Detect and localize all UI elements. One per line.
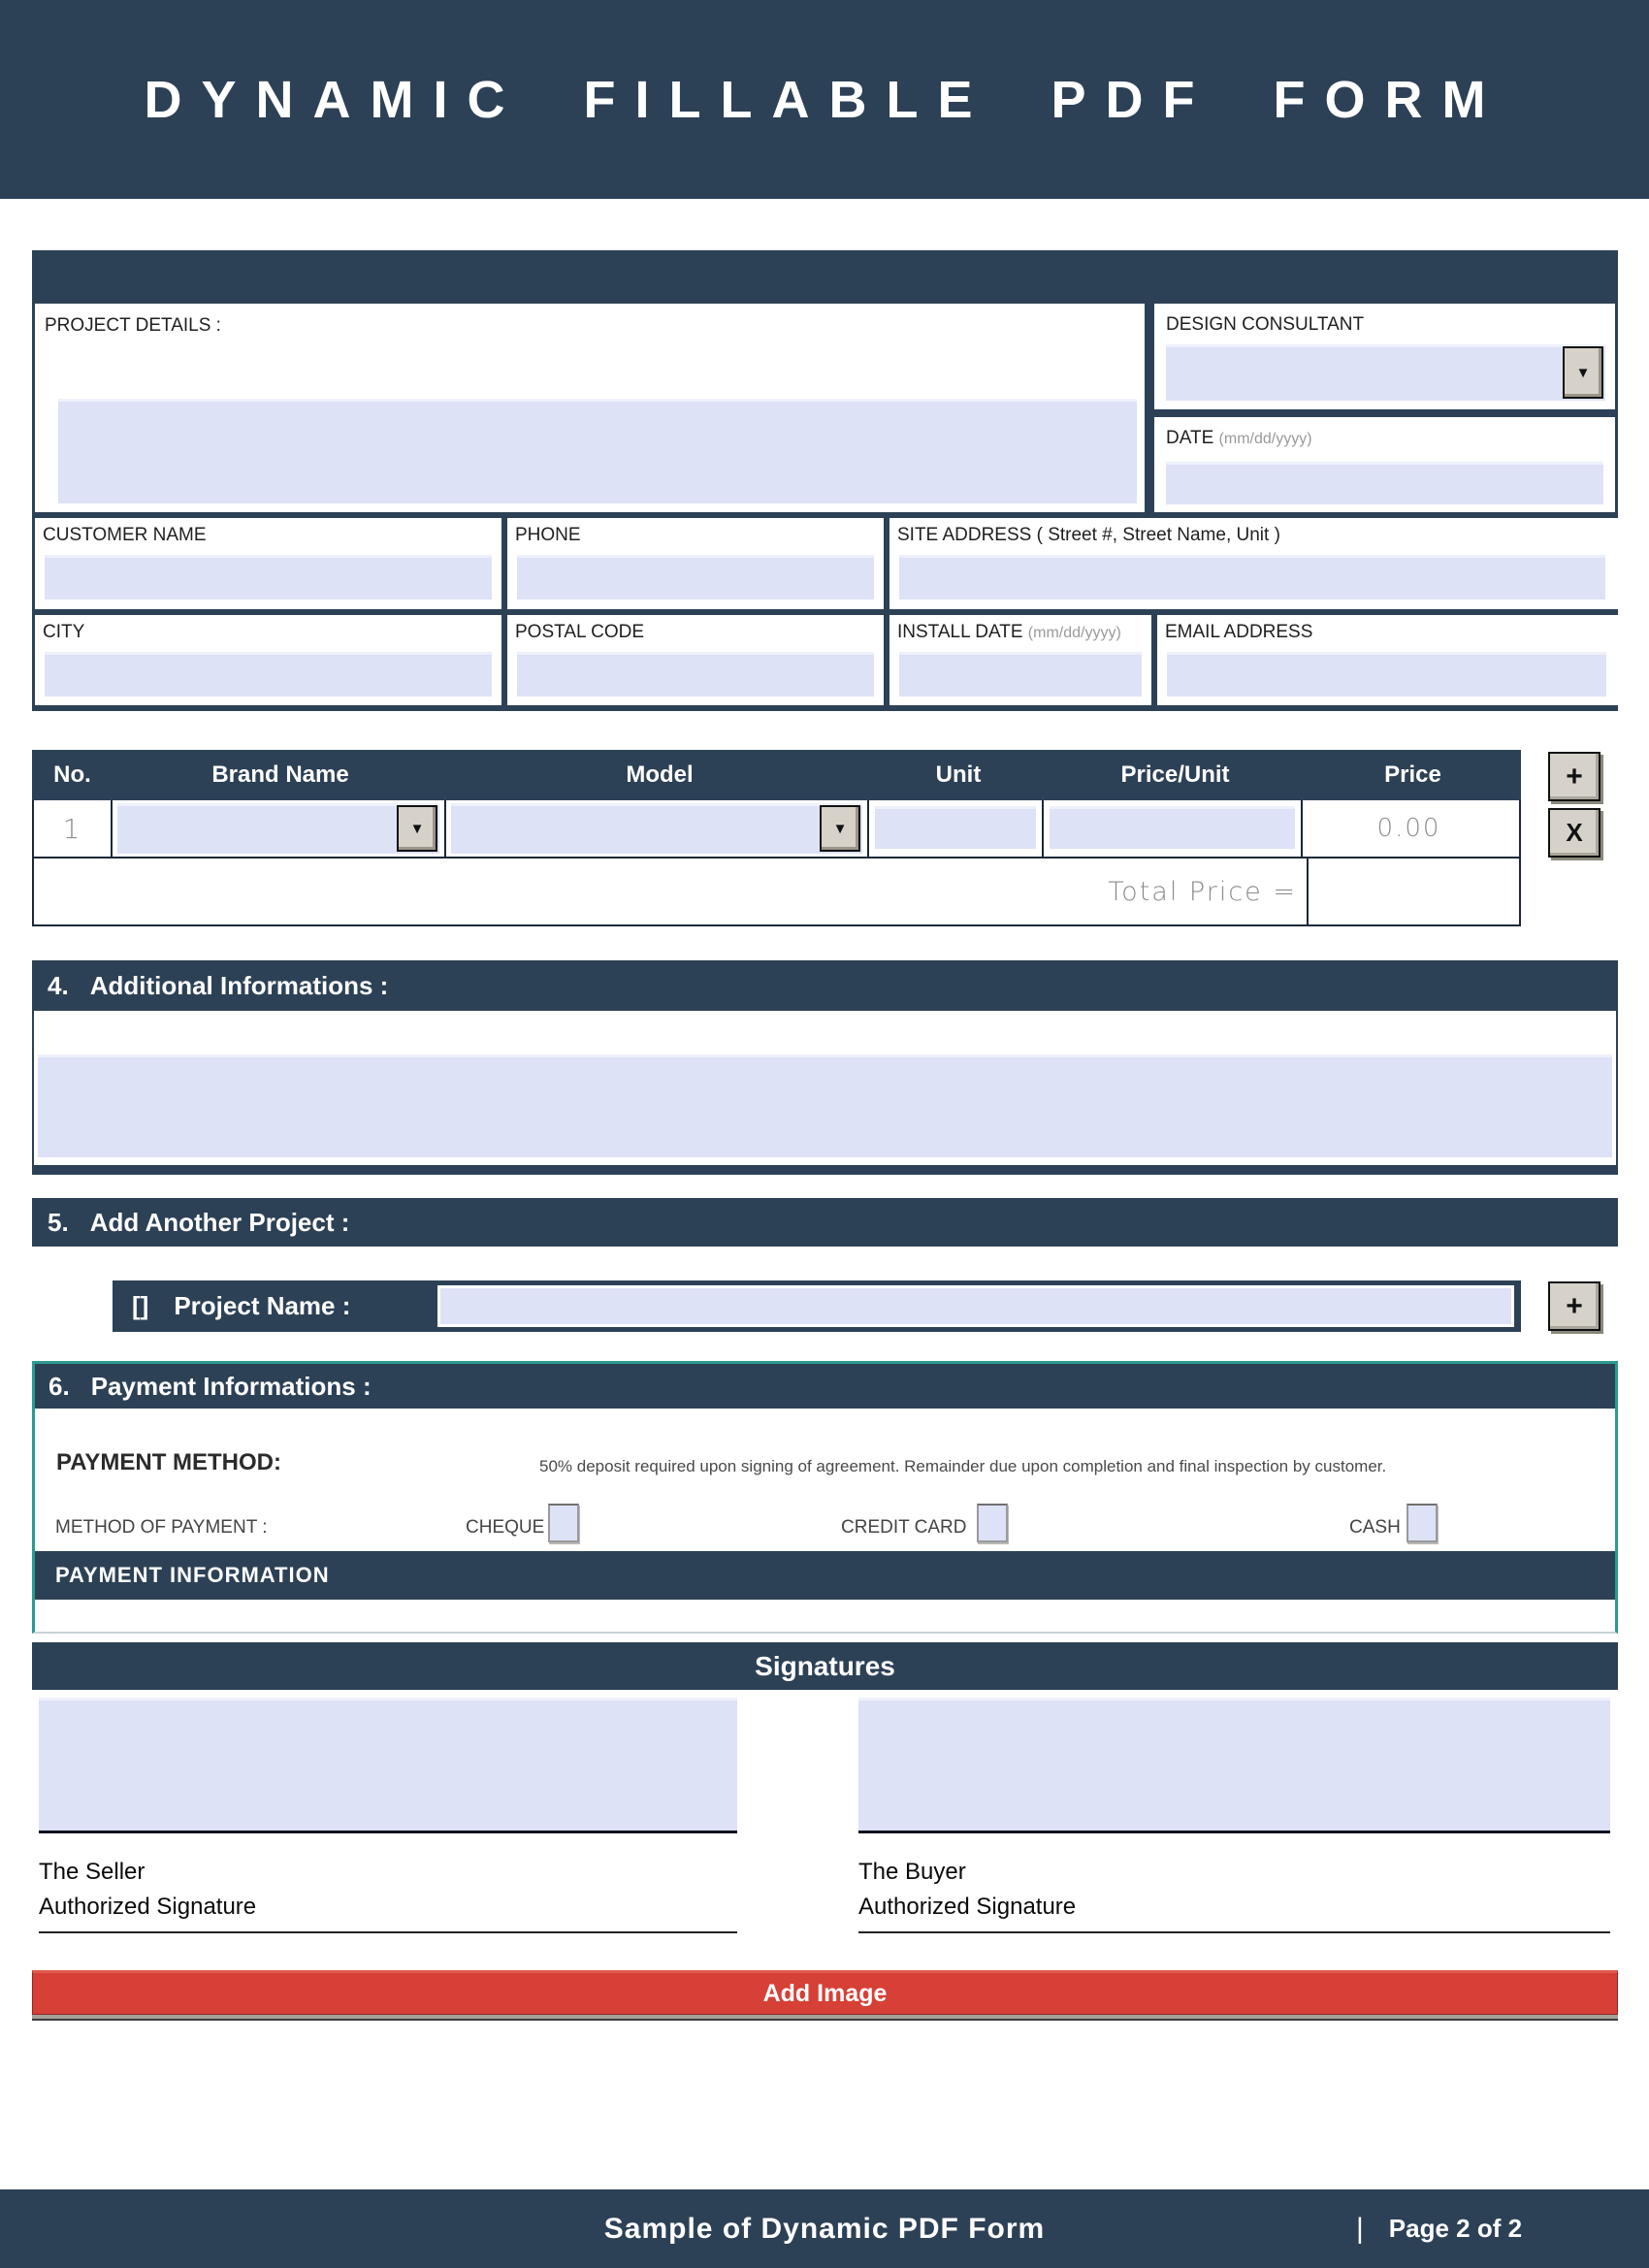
project-details-label: PROJECT DETAILS : (45, 315, 221, 336)
col-brand-name: Brand Name (211, 761, 349, 788)
site-address-cell (889, 518, 1618, 609)
additional-info-textarea[interactable] (38, 1054, 1612, 1157)
design-consultant-cell (1154, 304, 1615, 409)
project-details-panel (35, 304, 1145, 512)
price-unit-input[interactable] (1050, 806, 1295, 849)
total-price-value (1307, 859, 1519, 924)
project-name-label: Project Name : (174, 1291, 351, 1320)
seller-signature-line (39, 1931, 737, 1933)
buyer-signature-line (858, 1931, 1610, 1933)
section-number: 4. (48, 970, 69, 1000)
buyer-caption (858, 1855, 1076, 1924)
section-title: Additional Informations : (89, 970, 389, 1000)
date-format-hint: (mm/dd/yyyy) (1218, 431, 1312, 447)
install-date-input[interactable] (899, 652, 1142, 697)
brand-name-cell (113, 800, 446, 857)
payment-body (35, 1409, 1615, 1551)
cash-checkbox[interactable] (1406, 1504, 1438, 1542)
seller-line2: Authorized Signature (39, 1893, 257, 1920)
chevron-down-icon[interactable]: ▼ (397, 805, 437, 852)
payment-section (32, 1361, 1618, 1634)
table-row (32, 800, 1521, 859)
additional-info-body (34, 1011, 1616, 1165)
additional-info-header (32, 960, 1618, 1011)
customer-name-cell (35, 518, 501, 609)
chevron-down-icon[interactable]: ▼ (1563, 346, 1603, 399)
footer-title: Sample of Dynamic PDF Form (603, 2212, 1046, 2245)
delete-row-button[interactable]: X (1548, 808, 1600, 858)
cheque-checkbox[interactable] (548, 1504, 579, 1542)
section-number: 6. (48, 1371, 70, 1401)
date-label (1166, 428, 1312, 449)
date-cell (1154, 417, 1615, 512)
seller-caption (39, 1855, 256, 1924)
email-address-cell (1157, 615, 1618, 705)
seller-line1: The Seller (39, 1859, 146, 1885)
row-number: 1 (34, 800, 113, 857)
additional-info-section (32, 960, 1618, 1175)
phone-cell (507, 518, 884, 609)
total-row (32, 859, 1521, 926)
items-table (32, 750, 1521, 926)
install-date-format-hint: (mm/dd/yyyy) (1027, 625, 1121, 641)
customer-name-input[interactable] (45, 555, 492, 599)
chevron-down-icon[interactable]: ▼ (820, 805, 860, 852)
phone-label: PHONE (515, 525, 581, 545)
method-of-payment-label: METHOD OF PAYMENT : (55, 1517, 268, 1538)
unit-input[interactable] (875, 806, 1036, 849)
project-details-textarea[interactable] (58, 399, 1137, 503)
email-address-label: EMAIL ADDRESS (1165, 622, 1313, 642)
email-address-input[interactable] (1167, 652, 1606, 697)
payment-method-heading: PAYMENT METHOD: (56, 1449, 282, 1475)
cheque-label: CHEQUE (466, 1517, 545, 1538)
project-name-input[interactable] (437, 1285, 1514, 1327)
footer-page-number: Page 2 of 2 (1388, 2214, 1523, 2243)
credit-card-checkbox[interactable] (977, 1504, 1008, 1542)
items-table-header (32, 750, 1521, 800)
col-model: Model (626, 761, 694, 788)
brand-name-select[interactable] (117, 803, 439, 854)
price-unit-cell (1044, 800, 1303, 857)
col-price-unit: Price/Unit (1120, 761, 1230, 788)
postal-code-input[interactable] (517, 652, 874, 697)
install-date-label-text: INSTALL DATE (897, 622, 1023, 642)
cash-label: CASH (1349, 1517, 1401, 1538)
project-details-section (32, 250, 1618, 711)
customer-name-label: CUSTOMER NAME (43, 525, 207, 545)
buyer-signature-field[interactable] (858, 1698, 1610, 1833)
install-date-cell (889, 615, 1151, 705)
date-input[interactable] (1166, 462, 1603, 504)
price-value: 0.00 (1376, 814, 1441, 843)
city-cell (35, 615, 501, 705)
site-address-label: SITE ADDRESS ( Street #, Street Name, Unit ) (897, 525, 1280, 545)
design-consultant-label: DESIGN CONSULTANT (1166, 314, 1365, 335)
model-select[interactable] (451, 803, 862, 854)
total-price-label: Total Price = (1108, 876, 1297, 907)
items-table-wrap (32, 750, 1618, 926)
postal-code-label: POSTAL CODE (515, 622, 645, 642)
credit-card-label: CREDIT CARD (841, 1517, 967, 1538)
footer-page-indicator (1356, 2189, 1522, 2268)
section-title: Payment Informations : (90, 1371, 372, 1401)
seller-signature-field[interactable] (39, 1698, 737, 1833)
site-address-input[interactable] (899, 555, 1605, 599)
city-label: CITY (43, 622, 85, 642)
payment-information-bar: PAYMENT INFORMATION (35, 1551, 1615, 1600)
model-cell (446, 800, 869, 857)
col-no: No. (53, 761, 91, 788)
add-project-button[interactable]: + (1548, 1281, 1600, 1331)
deposit-note: 50% deposit required upon signing of agreement. Remainder due upon completion and final inspection by customer. (539, 1457, 1387, 1475)
project-name-bar (113, 1280, 1521, 1332)
phone-input[interactable] (517, 555, 874, 599)
page-footer (0, 2189, 1649, 2268)
footer-separator: | (1356, 2212, 1364, 2245)
page-header (0, 0, 1649, 199)
col-unit: Unit (935, 761, 982, 788)
section-title: Add Another Project : (89, 1207, 350, 1237)
add-image-button[interactable]: Add Image (32, 1970, 1618, 2015)
payment-header (35, 1364, 1615, 1409)
add-project-header (32, 1198, 1618, 1247)
design-consultant-select[interactable] (1166, 344, 1605, 401)
brackets-icon: [] (132, 1291, 149, 1320)
postal-code-cell (507, 615, 884, 705)
signatures-header: Signatures (32, 1642, 1618, 1690)
city-input[interactable] (45, 652, 492, 697)
page-title: DYNAMIC FILLABLE PDF FORM (144, 70, 1505, 129)
col-price: Price (1384, 761, 1441, 788)
unit-cell (869, 800, 1044, 857)
install-date-label (897, 622, 1121, 643)
project-name-row (32, 1280, 1618, 1332)
section-number: 5. (48, 1207, 69, 1237)
add-row-button[interactable]: + (1548, 752, 1600, 801)
buyer-line1: The Buyer (858, 1859, 966, 1885)
date-label-text: DATE (1166, 428, 1214, 448)
buyer-line2: Authorized Signature (858, 1893, 1077, 1920)
